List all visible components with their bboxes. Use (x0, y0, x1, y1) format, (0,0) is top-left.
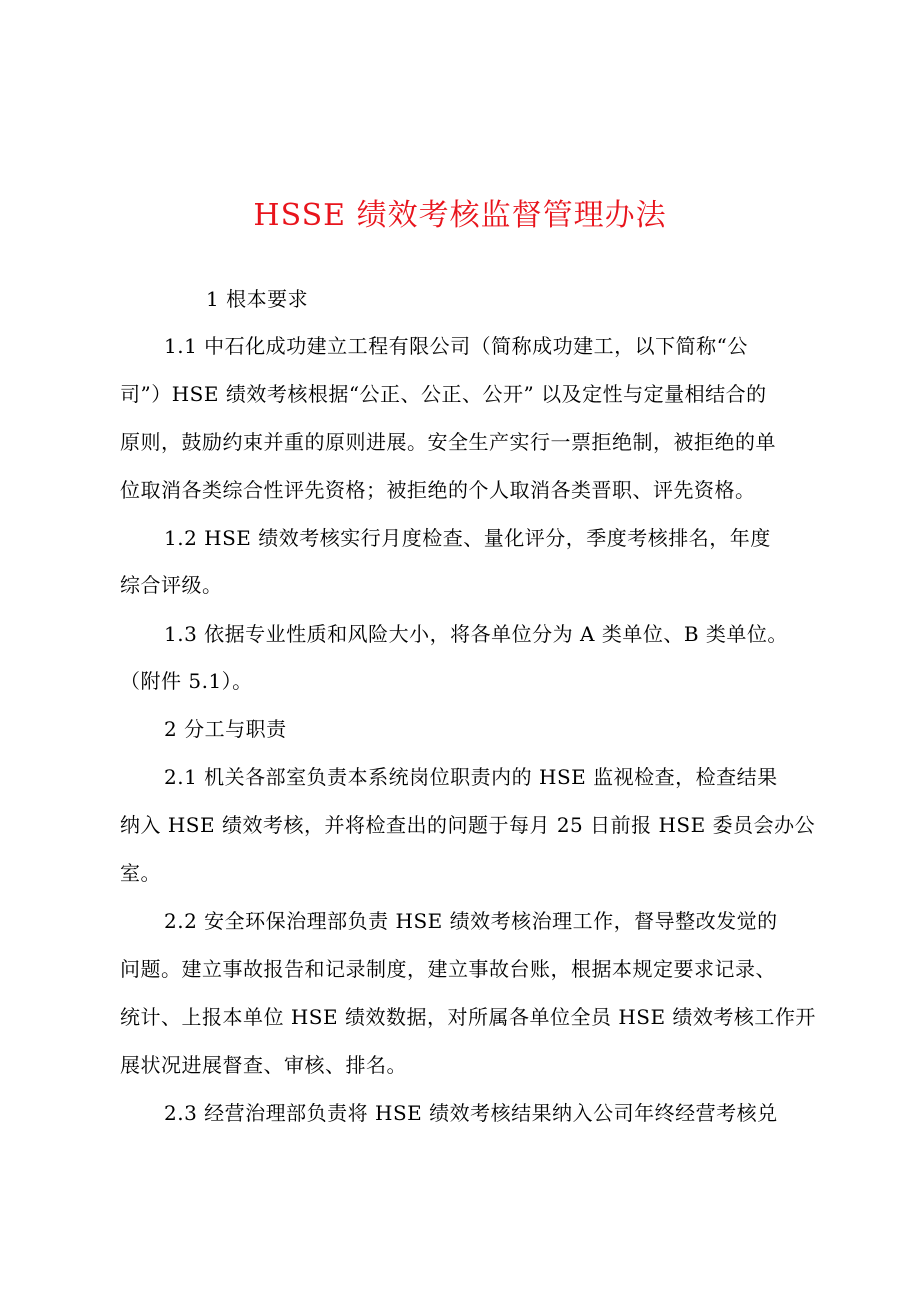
paragraph-line: 综合评级。 (120, 573, 223, 597)
paragraph-line: 1.1 中石化成功建立工程有限公司（简称成功建工，以下简称“公 (164, 334, 748, 358)
paragraph-line: 司”）HSE 绩效考核根据“公正、公正、公开” 以及定性与定量相结合的 (120, 382, 767, 406)
paragraph-line: 1.2 HSE 绩效考核实行月度检查、量化评分，季度考核排名，年度 (164, 526, 771, 550)
paragraph-line: （附件 5.1）。 (120, 669, 253, 693)
section-heading: 1 根本要求 (206, 287, 309, 311)
paragraph-line: 纳入 HSE 绩效考核，并将检查出的问题于每月 25 日前报 HSE 委员会办公 (120, 813, 816, 837)
document-title: HSSE 绩效考核监督管理办法 (253, 198, 667, 233)
paragraph-line: 1.3 依据专业性质和风险大小，将各单位分为 A 类单位、B 类单位。 (164, 622, 788, 646)
paragraph-line: 原则，鼓励约束并重的原则进展。安全生产实行一票拒绝制，被拒绝的单 (120, 430, 776, 454)
paragraph-line: 统计、上报本单位 HSE 绩效数据，对所属各单位全员 HSE 绩效考核工作开 (120, 1005, 816, 1029)
paragraph-line: 问题。建立事故报告和记录制度，建立事故台账，根据本规定要求记录、 (120, 957, 776, 981)
section-heading: 2 分工与职责 (164, 717, 287, 741)
paragraph-line: 2.3 经营治理部负责将 HSE 绩效考核结果纳入公司年终经营考核兑 (164, 1101, 778, 1125)
paragraph-line: 室。 (120, 861, 161, 885)
paragraph-line: 2.2 安全环保治理部负责 HSE 绩效考核治理工作，督导整改发觉的 (164, 909, 778, 933)
paragraph-line: 2.1 机关各部室负责本系统岗位职责内的 HSE 监视检查，检查结果 (164, 765, 778, 789)
paragraph-line: 位取消各类综合性评先资格；被拒绝的个人取消各类晋职、评先资格。 (120, 478, 756, 502)
paragraph-line: 展状况进展督查、审核、排名。 (120, 1053, 407, 1077)
